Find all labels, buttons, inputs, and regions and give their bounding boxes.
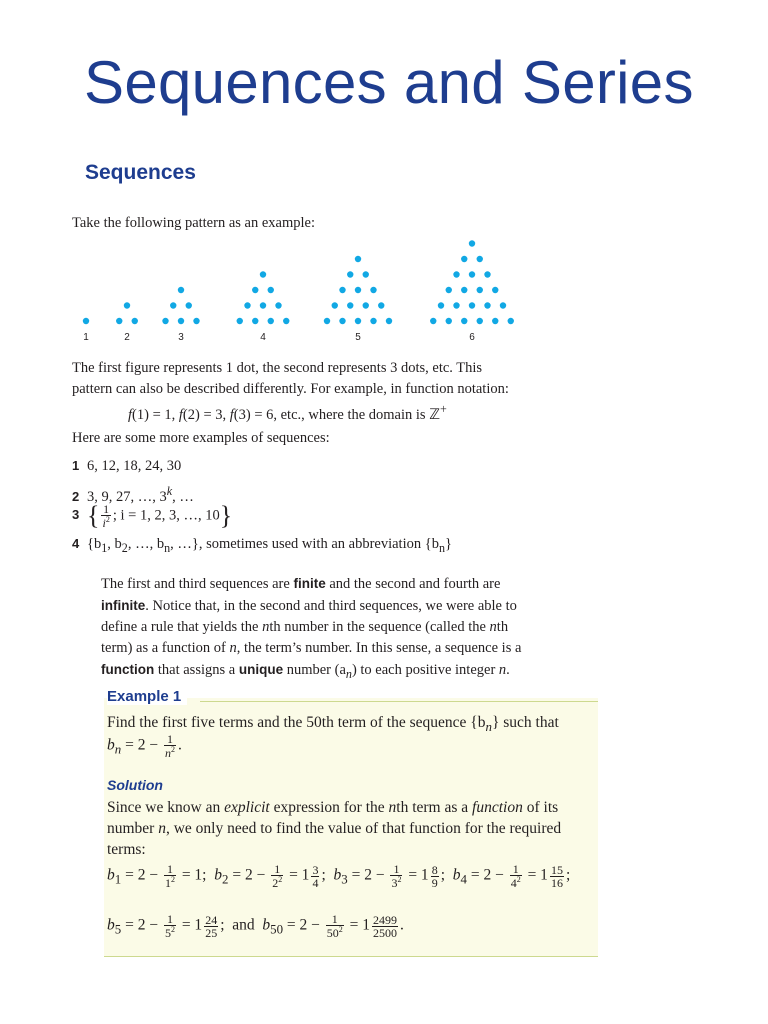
def-text: define a rule that yields the xyxy=(101,619,263,635)
dot xyxy=(237,318,243,324)
example-bottom-rule xyxy=(104,956,598,957)
dot xyxy=(461,287,467,293)
dot xyxy=(469,240,475,246)
figure-label: 6 xyxy=(469,332,475,343)
solution-label: Solution xyxy=(107,777,163,793)
example-label: Example 1 xyxy=(107,688,187,705)
dot xyxy=(275,302,281,308)
fn-f1: (1) = 1, xyxy=(132,406,179,423)
dot xyxy=(477,256,483,262)
sol-text: Since we know an xyxy=(107,799,225,816)
sol-em: explicit xyxy=(224,799,270,816)
list-item xyxy=(72,456,181,476)
def-text: and the second and fourth are xyxy=(325,576,501,592)
list-item-text: 6, 12, 18, 24, 30 xyxy=(87,458,182,474)
list-item xyxy=(72,534,452,558)
dot xyxy=(461,318,467,324)
paragraph-figure-description xyxy=(72,358,542,400)
dot xyxy=(370,318,376,324)
solution-text xyxy=(107,797,597,860)
def-var: n xyxy=(262,619,270,635)
fraction-1-over-i2: $\frac{1}{i^2}$ xyxy=(102,502,110,530)
dot xyxy=(347,271,353,277)
li4-a: {b xyxy=(87,536,102,552)
term-finite: finite xyxy=(293,576,326,591)
def-text: ) to each positive integer xyxy=(351,662,499,678)
dot xyxy=(461,256,467,262)
sol-text: expression for the xyxy=(269,799,389,816)
figure-label: 1 xyxy=(83,332,89,343)
def-text: th number in the sequence (called the xyxy=(269,619,490,635)
dot xyxy=(132,318,138,324)
dot xyxy=(252,318,258,324)
def-text: term) as a function of xyxy=(101,640,230,656)
list-item-text: ; i = 1, 2, 3, …, 10 xyxy=(112,507,220,524)
dot xyxy=(508,318,514,324)
para1-line1: The first figure represents 1 dot, the second represents 3 dots, etc. This xyxy=(72,360,483,376)
dot xyxy=(355,318,361,324)
definition-paragraph xyxy=(101,573,551,685)
domain-symbol: ℤ xyxy=(429,406,441,423)
def-text: number (a xyxy=(283,662,346,678)
dot xyxy=(378,302,384,308)
dot xyxy=(252,287,258,293)
dot xyxy=(260,302,266,308)
li4-d: , …}, sometimes used with an abbreviation {b xyxy=(170,536,439,552)
dot xyxy=(339,318,345,324)
section-heading: Sequences xyxy=(85,161,196,184)
dot xyxy=(193,318,199,324)
dot xyxy=(363,271,369,277)
dot xyxy=(386,318,392,324)
term-unique: unique xyxy=(238,662,284,677)
li4-c: , …, b xyxy=(127,536,165,552)
dot xyxy=(268,318,274,324)
li4-e: } xyxy=(445,536,452,552)
dot xyxy=(355,256,361,262)
list-number: 2 xyxy=(72,488,80,504)
sol-text: th term as a xyxy=(396,799,473,816)
dot xyxy=(492,318,498,324)
dot xyxy=(268,287,274,293)
list-number: 3 xyxy=(72,507,80,523)
def-text: The first and third sequences are xyxy=(101,576,294,592)
fn-f3: (3) = 6, etc., where the domain is xyxy=(233,406,430,423)
dot xyxy=(162,318,168,324)
list-item xyxy=(72,503,232,529)
dot xyxy=(453,271,459,277)
function-notation-line: f(1) = 1, f(2) = 3, f(3) = 6, etc., where the domain is ℤ+ xyxy=(128,402,447,423)
term-function: function xyxy=(101,662,155,677)
dot xyxy=(484,271,490,277)
li4-sub: n xyxy=(164,540,171,555)
def-text: . Notice that, in the second and third sequences, we were able to xyxy=(145,598,517,614)
dot xyxy=(430,318,436,324)
def-text: th xyxy=(496,619,509,635)
def-text: . xyxy=(506,662,510,678)
li4-sub: 1 xyxy=(101,540,108,555)
dot xyxy=(469,271,475,277)
def-var: n xyxy=(345,666,352,681)
sol-var: n xyxy=(158,820,166,837)
figure-label: 5 xyxy=(355,332,361,343)
dot xyxy=(116,318,122,324)
def-var: n xyxy=(498,662,507,678)
dot xyxy=(438,302,444,308)
intro-text: Take the following pattern as an example: xyxy=(72,215,315,231)
dot xyxy=(477,318,483,324)
list-number: 1 xyxy=(72,458,80,473)
dot xyxy=(446,287,452,293)
dot xyxy=(453,302,459,308)
dot xyxy=(446,318,452,324)
li4-sub: n xyxy=(438,540,445,555)
domain-sup: + xyxy=(440,402,447,416)
list-number: 4 xyxy=(72,536,80,551)
def-var: n xyxy=(489,619,497,635)
def-text: that assigns a xyxy=(154,662,239,678)
solution-equations-line2: $b_5 = 2$ − $\frac{1}{5^2}$ = 1 $\frac{24}{25}$ ; and $b_{50} = 2$ − $\frac{1}{50^2}$ = 1 $\frac{2499}{2500}$ . xyxy=(107,912,404,940)
li4-b: , b xyxy=(107,536,122,552)
q-text: } such that xyxy=(491,714,559,731)
sol-text: number xyxy=(107,820,159,837)
chapter-title: Sequences and Series xyxy=(84,49,694,116)
list-item-end: , … xyxy=(172,488,194,505)
dot xyxy=(477,287,483,293)
dot xyxy=(355,287,361,293)
and-word: and xyxy=(232,916,255,934)
dot xyxy=(283,318,289,324)
dot xyxy=(492,287,498,293)
dot xyxy=(83,318,89,324)
figure-label: 3 xyxy=(178,332,184,343)
right-brace: } xyxy=(219,501,233,530)
dot xyxy=(178,318,184,324)
dot xyxy=(484,302,490,308)
q-var: n xyxy=(485,719,492,735)
left-brace: { xyxy=(87,501,100,530)
dot xyxy=(170,302,176,308)
dot xyxy=(339,287,345,293)
dot xyxy=(347,302,353,308)
dot xyxy=(124,302,130,308)
figure-label: 2 xyxy=(124,332,130,343)
dot xyxy=(324,318,330,324)
more-examples-text: Here are some more examples of sequences: xyxy=(72,430,330,446)
dot xyxy=(469,302,475,308)
sol-text: of its xyxy=(522,799,559,816)
dot xyxy=(178,287,184,293)
sol-text: , we only need to find the value of that function for the required xyxy=(165,820,562,837)
dot xyxy=(186,302,192,308)
list-item-sup: k xyxy=(166,484,173,498)
dot xyxy=(500,302,506,308)
sol-var: n xyxy=(388,799,397,816)
list-item-text: 3, 9, 27, …, 3 xyxy=(87,488,167,505)
dot xyxy=(363,302,369,308)
q-text: Find the first five terms and the 50th term of the sequence {b xyxy=(107,714,486,731)
triangular-dot-pattern xyxy=(72,234,532,344)
example-formula: $b_n = 2$ − $\frac{1}{n^2}$ . xyxy=(107,732,182,760)
term-infinite: infinite xyxy=(101,598,146,613)
def-var: n xyxy=(229,640,237,656)
figure-label: 4 xyxy=(260,332,266,343)
sol-text: terms: xyxy=(107,841,146,858)
fn-f2: (2) = 3, xyxy=(182,406,230,423)
def-text: , the term’s number. In this sense, a sequence is a xyxy=(236,640,522,656)
dot xyxy=(332,302,338,308)
para1-line2: pattern can also be described differently. For example, in function notation: xyxy=(72,381,509,397)
li4-sub: 2 xyxy=(121,540,128,555)
dot xyxy=(260,271,266,277)
solution-equations-line1: $b_1 = 2$ − $\frac{1}{1^2}$ = 1; $b_2 = 2$ − $\frac{1}{2^2}$ = 1 $\frac{3}{4}$ ; $b_3 = 2$ − $\frac{1}{3^2}$ = 1 $\frac{8}{9}$ ; $b_4 = 2$ − $\frac{1}{4^2}$ = 1 $\frac{15}{16}$ ; xyxy=(107,862,571,890)
example-top-rule xyxy=(200,701,598,702)
sol-em: function xyxy=(472,799,523,816)
dot xyxy=(244,302,250,308)
dot xyxy=(370,287,376,293)
